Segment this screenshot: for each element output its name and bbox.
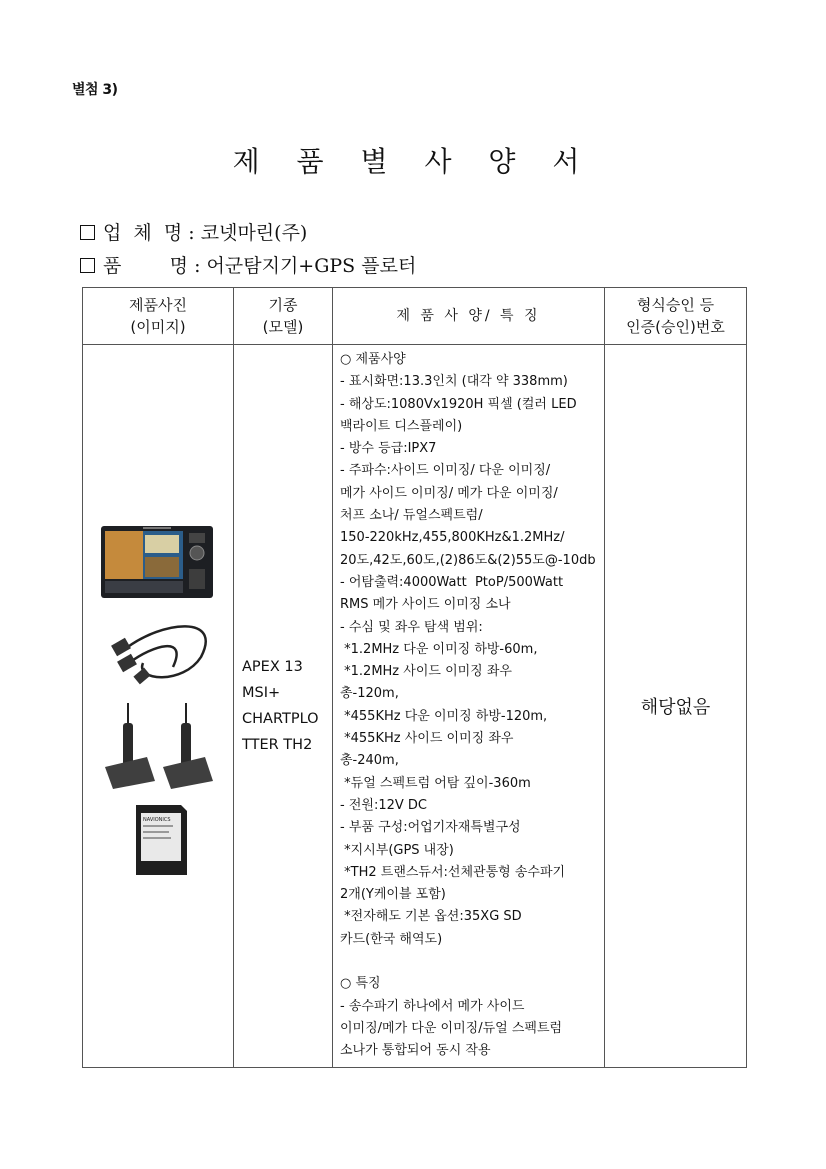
model-line-1: APEX 13 bbox=[242, 659, 303, 675]
spec-line: 20도,42도,60도,(2)86도&(2)55도@-10db bbox=[340, 552, 596, 568]
spec-line: RMS 메가 사이드 이미징 소나 bbox=[340, 597, 511, 613]
spec-line: *455KHz 다운 이미징 하방-120m, bbox=[340, 708, 548, 724]
model-line-4: TTER TH2 bbox=[242, 737, 313, 753]
spec-line: *전자해도 기본 옵션:35XG SD bbox=[340, 909, 522, 925]
spec-line: ○ 특징 bbox=[340, 976, 381, 992]
product-row bbox=[83, 345, 747, 1068]
header-cert-line1: 형식승인 등 bbox=[636, 296, 715, 314]
spec-line: *듀얼 스펙트럼 어탐 깊이-360m bbox=[340, 775, 531, 791]
header-spec: 제 품 사 양/ 특 징 bbox=[333, 288, 605, 345]
spec-line: 총-240m, bbox=[340, 753, 399, 769]
company-line bbox=[80, 218, 307, 245]
spec-line: 처프 소나/ 듀얼스펙트럼/ bbox=[340, 508, 483, 524]
spec-line: - 부품 구성:어업기자재특별구성 bbox=[340, 820, 521, 836]
spec-line: 백라이트 디스플레이) bbox=[340, 418, 463, 434]
header-photo-line1: 제품사진 bbox=[129, 296, 187, 314]
spec-line: 150-220kHz,455,800KHz&1.2MHz/ bbox=[340, 530, 565, 546]
header-model-line1: 기종 bbox=[268, 296, 298, 314]
spec-line: - 표시화면:13.3인치 (대각 약 338mm) bbox=[340, 374, 568, 390]
header-model-line2: (모델) bbox=[262, 318, 304, 336]
spec-line: - 주파수:사이드 이미징/ 다운 이미징/ bbox=[340, 463, 551, 479]
spec-cell bbox=[333, 345, 605, 1068]
product-value: 어군탐지기+GPS 플로터 bbox=[206, 255, 417, 277]
spec-line: - 수심 및 좌우 탐색 범위: bbox=[340, 619, 483, 635]
spec-line: *TH2 트랜스듀서:선체관통형 송수파기 bbox=[340, 864, 566, 880]
attachment-label: 별첨 3) bbox=[72, 82, 118, 98]
product-line bbox=[80, 251, 416, 278]
spec-line: - 전원:12V DC bbox=[340, 797, 427, 813]
header-row bbox=[83, 288, 747, 345]
spec-line: 이미징/메가 다운 이미징/듀얼 스펙트럼 bbox=[340, 1020, 563, 1036]
company-label: 업 체 명 bbox=[103, 222, 183, 244]
sd-card-image bbox=[136, 805, 187, 875]
product-sep: : bbox=[194, 255, 201, 277]
y-cable-image bbox=[111, 626, 206, 684]
spec-line: ○ 제품사양 bbox=[340, 352, 406, 367]
spec-line: 메가 사이드 이미징/ 메가 다운 이미징/ bbox=[340, 485, 558, 501]
company-value: 코넷마린(주) bbox=[200, 222, 308, 244]
sd-card-brand: NAVIONICS bbox=[143, 817, 171, 823]
spec-line: *1.2MHz 다운 이미징 하방-60m, bbox=[340, 641, 538, 657]
transducer-image bbox=[105, 703, 213, 789]
spec-line: - 해상도:1080Vx1920H 픽셀 (컬러 LED bbox=[340, 396, 577, 412]
spec-line: - 방수 등급:IPX7 bbox=[340, 441, 437, 457]
spec-line: 총-120m, bbox=[340, 686, 399, 702]
page-title: 제 품 별 사 양 서 bbox=[232, 145, 594, 178]
model-line-2: MSI+ bbox=[242, 685, 281, 701]
spec-line: *지시부(GPS 내장) bbox=[340, 842, 454, 858]
spec-line bbox=[340, 951, 598, 973]
spec-table bbox=[82, 287, 747, 1068]
cert-cell: 해당없음 bbox=[605, 345, 747, 1068]
display-unit-image bbox=[101, 526, 213, 598]
header-photo bbox=[83, 288, 234, 345]
product-photos bbox=[83, 345, 234, 1068]
spec-line: - 어탐출력:4000Watt PtoP/500Watt bbox=[340, 574, 564, 590]
company-sep: : bbox=[188, 222, 195, 244]
spec-line: 소나가 통합되어 동시 작용 bbox=[340, 1043, 491, 1059]
checkbox-icon bbox=[80, 258, 95, 273]
model-cell bbox=[234, 345, 333, 1068]
header-photo-line2: (이미지) bbox=[130, 318, 186, 336]
spec-line: - 송수파기 하나에서 메가 사이드 bbox=[340, 998, 525, 1014]
checkbox-icon bbox=[80, 225, 95, 240]
spec-line: *455KHz 사이드 이미징 좌우 bbox=[340, 731, 514, 747]
product-label: 품 명 bbox=[103, 255, 189, 277]
model-line-3: CHARTPLO bbox=[242, 711, 319, 727]
header-cert bbox=[605, 288, 747, 345]
header-model bbox=[234, 288, 333, 345]
spec-line: *1.2MHz 사이드 이미징 좌우 bbox=[340, 664, 512, 680]
product-images bbox=[83, 345, 233, 1063]
header-cert-line2: 인증(승인)번호 bbox=[626, 318, 725, 336]
spec-line: 카드(한국 해역도) bbox=[340, 931, 443, 947]
spec-line: 2개(Y케이블 포함) bbox=[340, 887, 446, 903]
